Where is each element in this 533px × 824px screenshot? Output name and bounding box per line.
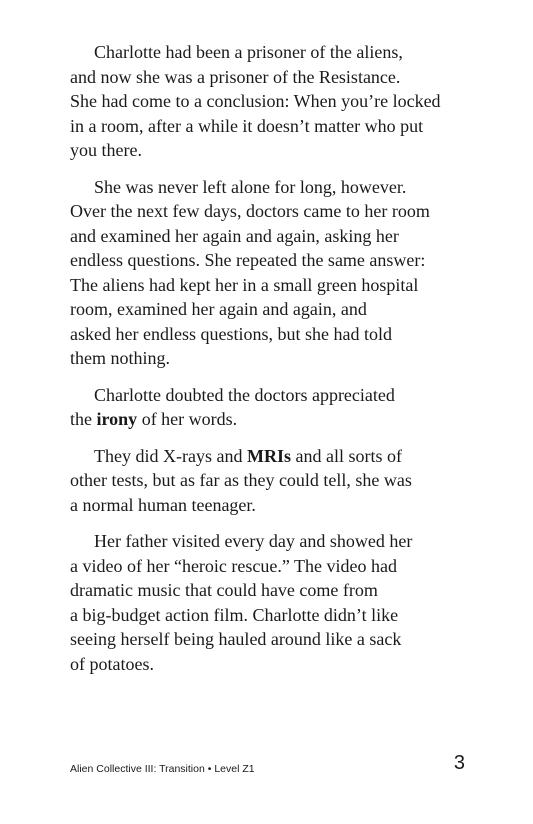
text-segment: and all sorts of bbox=[290, 445, 402, 466]
text-segment: of her words. bbox=[137, 409, 238, 429]
story-text bbox=[70, 40, 465, 688]
text-line: other tests, but as far as they could tell, she was bbox=[70, 470, 412, 490]
text-line: and now she was a prisoner of the Resistance. bbox=[70, 66, 401, 87]
text-segment: the bbox=[70, 409, 97, 429]
text-line: Charlotte had been a prisoner of the aliens, bbox=[94, 42, 403, 62]
text-line: Her father visited every day and showed her bbox=[94, 531, 413, 551]
text-line: in a room, after a while it doesn’t matter who put bbox=[70, 115, 424, 136]
text-line: endless questions. She repeated the same answer: bbox=[70, 250, 426, 270]
text-line: them nothing. bbox=[70, 348, 170, 368]
text-line: and examined her again and again, asking her bbox=[70, 225, 399, 246]
text-line: Over the next few days, doctors came to her room bbox=[70, 201, 430, 221]
text-line: dramatic music that could have come from bbox=[70, 580, 378, 600]
text-line: seeing herself being hauled around like a sack bbox=[70, 629, 402, 649]
text-line: a normal human teenager. bbox=[70, 494, 256, 515]
paragraph-1 bbox=[70, 40, 465, 163]
text-line: a video of her “heroic rescue.” The video had bbox=[70, 555, 398, 576]
paragraph-2 bbox=[70, 175, 465, 371]
text-line: of potatoes. bbox=[70, 653, 154, 674]
text-line: asked her endless questions, but she had told bbox=[70, 323, 392, 344]
paragraph-5 bbox=[70, 529, 465, 676]
text-line: The aliens had kept her in a small green hospital bbox=[70, 274, 419, 295]
text-line: a big-budget action film. Charlotte didn’t like bbox=[70, 604, 399, 625]
text-line: Charlotte doubted the doctors appreciated bbox=[94, 384, 395, 405]
text-segment: They did X-rays and bbox=[94, 445, 247, 466]
paragraph-3 bbox=[70, 383, 465, 432]
footer-book-title: Alien Collective III: Transition • Level Z1 bbox=[70, 763, 255, 775]
paragraph-4 bbox=[70, 444, 465, 518]
text-line: room, examined her again and again, and bbox=[70, 299, 367, 319]
text-line bbox=[70, 444, 465, 469]
text-line: She had come to a conclusion: When you’re locked bbox=[70, 91, 441, 111]
page-number: 3 bbox=[453, 752, 465, 774]
text-line bbox=[70, 407, 465, 432]
text-line: you there. bbox=[70, 140, 142, 160]
text-line: She was never left alone for long, however. bbox=[94, 176, 407, 197]
vocabulary-word-irony: irony bbox=[96, 409, 138, 429]
vocabulary-word-mris: MRIs bbox=[246, 445, 291, 466]
